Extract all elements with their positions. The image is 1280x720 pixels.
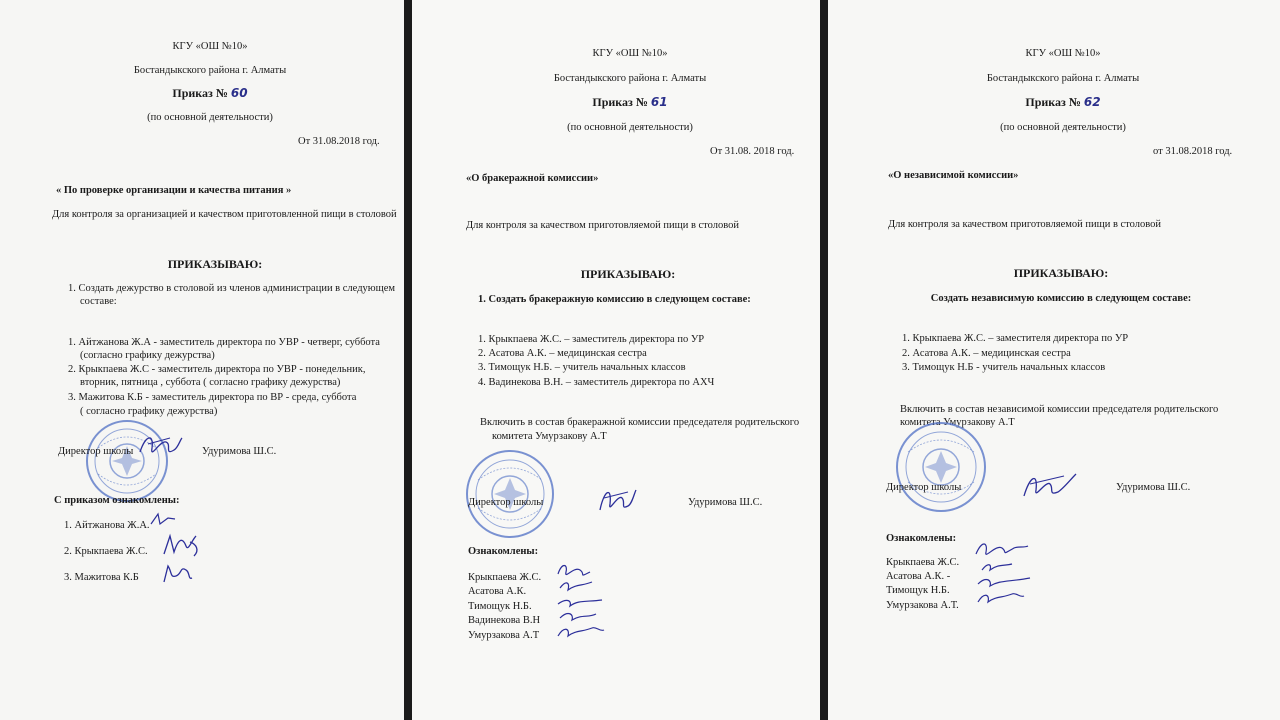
member-line: 2. Асатова А.К. – медицинская сестра <box>902 348 1071 359</box>
ack-name: Асатова А.К. <box>468 586 527 597</box>
order-page-60 <box>0 0 404 720</box>
member-line: ( согласно графику дежурства) <box>80 406 218 417</box>
order-subject: « По проверке организации и качества питания » <box>56 185 292 196</box>
member-line: 3. Тимощук Н.Б - учитель начальных классов <box>902 362 1106 373</box>
order-number: 62 <box>1083 95 1101 109</box>
order-type: (по основной деятельности) <box>1000 122 1126 133</box>
member-line: 2. Крыкпаева Ж.С - заместитель директора по УВР - понедельник, <box>68 364 366 375</box>
member-line: (согласно графику дежурства) <box>80 350 215 361</box>
ack-name: Крыкпаева Ж.С. <box>468 572 542 583</box>
item-1-line-1: 1. Создать дежурство в столовой из членов администрации в следующем <box>68 283 396 294</box>
order-purpose: Для контроля за организацией и качеством приготовленной пищи в столовой <box>52 209 397 220</box>
include-line-2: комитета Умурзакову А.Т <box>900 417 1015 428</box>
member-line: 3. Мажитова К.Б - заместитель директора по ВР - среда, суббота <box>68 392 357 403</box>
order-title <box>412 96 820 109</box>
director-name: Удуримова Ш.С. <box>1116 482 1191 493</box>
ack-name: Умурзакова А.Т <box>468 630 540 641</box>
director-label: Директор школы <box>468 497 544 508</box>
ack-signatures <box>968 536 1034 610</box>
item-1: 1. Создать бракеражную комиссию в следующем составе: <box>478 294 751 305</box>
ack-name: Крыкпаева Ж.С. <box>886 557 960 568</box>
director-label: Директор школы <box>886 482 962 493</box>
ack-title: С приказом ознакомлены: <box>54 495 180 506</box>
ack-name: 2. Крыкпаева Ж.С. <box>64 546 148 557</box>
order-date: От 31.08. 2018 год. <box>710 146 795 157</box>
order-date: от 31.08.2018 год. <box>1153 146 1233 157</box>
order-page-61 <box>412 0 820 720</box>
order-purpose: Для контроля за качеством приготовляемой пищи в столовой <box>888 219 1161 230</box>
ack-name: Тимощук Н.Б. <box>886 585 950 596</box>
order-title <box>828 96 1280 109</box>
ack-name: Вадинекова В.Н <box>468 615 541 626</box>
ack-name: Асатова А.К. - <box>886 571 951 582</box>
item-1-line-2: составе: <box>80 296 117 307</box>
include-line-1: Включить в состав независимой комиссии председателя родительского <box>900 404 1219 415</box>
ack-signature <box>160 562 194 586</box>
director-signature <box>136 430 186 464</box>
member-line: 3. Тимощук Н.Б. – учитель начальных классов <box>478 362 686 373</box>
member-line: 1. Айтжанова Ж.А - заместитель директора по УВР - четверг, суббота <box>68 337 380 348</box>
include-line-2: комитета Умурзакову А.Т <box>492 431 607 442</box>
official-stamp <box>464 448 556 540</box>
order-page-62 <box>828 0 1280 720</box>
order-subject: «О бракеражной комиссии» <box>466 173 599 184</box>
include-line-1: Включить в состав бракеражной комиссии председателя родительского <box>480 417 800 428</box>
director-label: Директор школы <box>58 446 134 457</box>
ack-name: Тимощук Н.Б. <box>468 601 532 612</box>
ack-name: Умурзакова А.Т. <box>886 600 959 611</box>
director-name: Удуримова Ш.С. <box>202 446 277 457</box>
member-line: 1. Крыкпаева Ж.С. – заместитель директора по УР <box>478 334 705 345</box>
order-label: Приказ № <box>172 86 228 100</box>
org-name: КГУ «ОШ №10» <box>172 41 248 52</box>
order-title <box>0 87 404 100</box>
order-type: (по основной деятельности) <box>567 122 693 133</box>
decree-heading: ПРИКАЗЫВАЮ: <box>580 267 676 281</box>
district: Бостандыкского района г. Алматы <box>986 73 1140 84</box>
item-1: Создать независимую комиссию в следующем составе: <box>930 293 1192 304</box>
member-line: 2. Асатова А.К. – медицинская сестра <box>478 348 647 359</box>
ack-name: 3. Мажитова К.Б <box>64 572 139 583</box>
member-line: 4. Вадинекова В.Н. – заместитель директора по АХЧ <box>478 377 715 388</box>
org-name: КГУ «ОШ №10» <box>1025 48 1101 59</box>
order-subject: «О независимой комиссии» <box>888 170 1019 181</box>
ack-signatures <box>552 560 608 644</box>
decree-heading: ПРИКАЗЫВАЮ: <box>167 257 263 271</box>
ack-title: Ознакомлены: <box>468 546 539 557</box>
official-stamp <box>894 420 988 514</box>
order-type: (по основной деятельности) <box>147 112 273 123</box>
order-number: 60 <box>230 86 248 100</box>
ack-signature <box>148 510 178 530</box>
order-label: Приказ № <box>592 95 648 109</box>
order-date: От 31.08.2018 год. <box>298 136 380 147</box>
order-label: Приказ № <box>1025 95 1081 109</box>
ack-name: 1. Айтжанова Ж.А. <box>64 520 150 531</box>
ack-title: Ознакомлены: <box>886 533 957 544</box>
director-name: Удуримова Ш.С. <box>688 497 763 508</box>
ack-signature <box>160 530 204 560</box>
org-name: КГУ «ОШ №10» <box>592 48 668 59</box>
district: Бостандыкского района г. Алматы <box>553 73 707 84</box>
decree-heading: ПРИКАЗЫВАЮ: <box>1013 266 1109 280</box>
director-signature <box>594 480 638 520</box>
order-number: 61 <box>650 95 668 109</box>
member-line: 1. Крыкпаева Ж.С. – заместителя директора по УР <box>902 333 1129 344</box>
director-signature <box>1018 466 1082 506</box>
district: Бостандыкского района г. Алматы <box>133 65 287 76</box>
order-purpose: Для контроля за качеством приготовляемой пищи в столовой <box>466 220 739 231</box>
member-line: вторник, пятница , суббота ( согласно графику дежурства) <box>80 377 341 388</box>
